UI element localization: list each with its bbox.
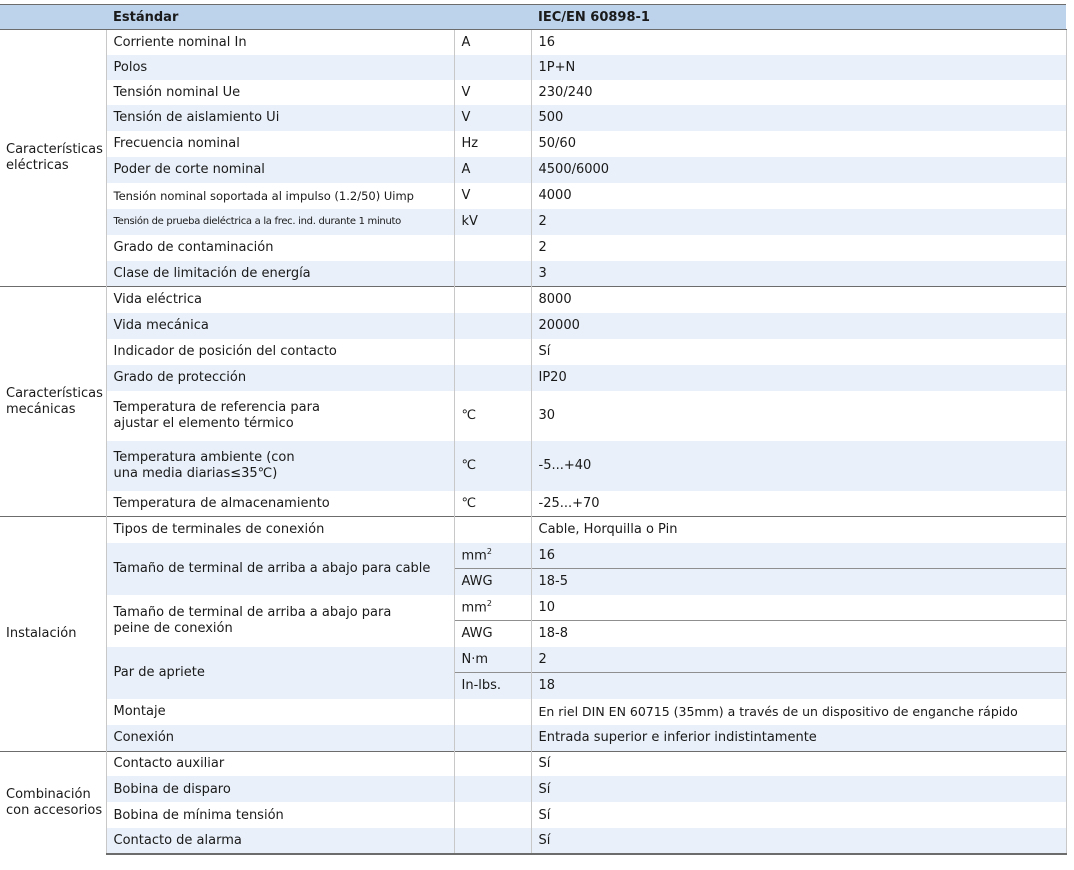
row-value: 4000 [531,183,1066,209]
row-value: 20000 [531,313,1066,339]
table-row [0,802,1066,828]
row-unit [454,55,531,80]
row-unit [454,313,531,339]
row-unit: $mm^2$ [454,543,531,569]
row-label: Tamaño de terminal de arriba a abajo para peine de conexión [106,595,454,647]
row-unit: Hz [454,131,531,157]
row-unit: AWG [454,621,531,647]
row-value: Sí [531,339,1066,365]
row-value: 2 [531,235,1066,261]
table-row [0,105,1066,131]
row-value: Sí [531,751,1066,776]
table-row [0,365,1066,391]
table-row [0,55,1066,80]
row-label: Tensión nominal soportada al impulso (1.2/50) Uimp [106,183,454,209]
row-unit: AWG [454,569,531,595]
row-unit [454,365,531,391]
row-value: 50/60 [531,131,1066,157]
row-value: 18-5 [531,569,1066,595]
row-label: Contacto de alarma [106,828,454,854]
row-label: Temperatura de almacenamiento [106,491,454,517]
row-label: Poder de corte nominal [106,157,454,183]
section-accessories: Combinación con accesorios [0,751,106,854]
row-value: 500 [531,105,1066,131]
row-label: Grado de contaminación [106,235,454,261]
row-unit [454,287,531,313]
row-value: 4500/6000 [531,157,1066,183]
row-value: 16 [531,30,1066,55]
table-row [0,441,1066,491]
row-label: Tensión de prueba dieléctrica a la frec. ind. durante 1 minuto [106,209,454,235]
row-label: Corriente nominal In [106,30,454,55]
row-label: Bobina de disparo [106,776,454,802]
row-value: 8000 [531,287,1066,313]
table-row [0,30,1066,55]
spec-table [0,4,1067,855]
row-value: -25...+70 [531,491,1066,517]
row-unit [454,235,531,261]
row-value: Entrada superior e inferior indistintamente [531,725,1066,751]
row-label: Tensión nominal Ue [106,80,454,105]
row-unit [454,699,531,725]
table-row [0,80,1066,105]
table-row [0,391,1066,441]
row-label: Bobina de mínima tensión [106,802,454,828]
row-unit: V [454,80,531,105]
table-row [0,235,1066,261]
row-value: Sí [531,828,1066,854]
row-label: Montaje [106,699,454,725]
row-value: 3 [531,261,1066,287]
row-label: Vida mecánica [106,313,454,339]
row-label: Vida eléctrica [106,287,454,313]
table-row [0,339,1066,365]
row-label: Clase de limitación de energía [106,261,454,287]
row-unit: ℃ [454,441,531,491]
table-row [0,543,1066,569]
row-value: -5...+40 [531,441,1066,491]
row-unit: $mm^2$ [454,595,531,621]
header-empty-cell [0,5,106,30]
table-row [0,595,1066,621]
row-unit [454,802,531,828]
table-row [0,776,1066,802]
row-value: 16 [531,543,1066,569]
row-unit: V [454,183,531,209]
row-unit: N·m [454,647,531,673]
row-unit: ℃ [454,491,531,517]
row-unit [454,828,531,854]
row-label: Indicador de posición del contacto [106,339,454,365]
row-value: IP20 [531,365,1066,391]
table-row [0,647,1066,673]
row-unit: V [454,105,531,131]
row-value: 2 [531,209,1066,235]
row-value: Sí [531,776,1066,802]
table-row [0,751,1066,776]
row-label: Tamaño de terminal de arriba a abajo para cable [106,543,454,595]
row-unit: ℃ [454,391,531,441]
row-label: Contacto auxiliar [106,751,454,776]
row-value: En riel DIN EN 60715 (35mm) a través de un dispositivo de enganche rápido [531,699,1066,725]
section-installation: Instalación [0,517,106,752]
table-row [0,491,1066,517]
table-row [0,287,1066,313]
row-value: 230/240 [531,80,1066,105]
row-label: Temperatura ambiente (con una media diarias≤35℃) [106,441,454,491]
row-label: Par de apriete [106,647,454,699]
row-label: Conexión [106,725,454,751]
table-row [0,313,1066,339]
header-standard-value: IEC/EN 60898-1 [531,5,1066,30]
section-mechanical: Características mecánicas [0,287,106,517]
row-label: Temperatura de referencia para ajustar el elemento térmico [106,391,454,441]
row-unit: A [454,157,531,183]
row-unit [454,751,531,776]
row-unit: A [454,30,531,55]
row-value: 1P+N [531,55,1066,80]
row-label: Grado de protección [106,365,454,391]
row-value: Sí [531,802,1066,828]
row-value: 18 [531,673,1066,699]
table-row [0,131,1066,157]
row-unit: In-lbs. [454,673,531,699]
row-value: 10 [531,595,1066,621]
row-value: Cable, Horquilla o Pin [531,517,1066,543]
table-row [0,183,1066,209]
row-label: Tipos de terminales de conexión [106,517,454,543]
row-label: Tensión de aislamiento Ui [106,105,454,131]
row-unit [454,339,531,365]
row-unit [454,776,531,802]
table-row [0,209,1066,235]
table-row [0,157,1066,183]
row-label: Frecuencia nominal [106,131,454,157]
row-value: 2 [531,647,1066,673]
table-row [0,699,1066,725]
row-unit [454,725,531,751]
row-value: 30 [531,391,1066,441]
row-value: 18-8 [531,621,1066,647]
row-unit: kV [454,209,531,235]
row-label: Polos [106,55,454,80]
row-unit [454,261,531,287]
section-electrical: Características eléctricas [0,30,106,287]
header-standard-label: Estándar [106,5,454,30]
table-row [0,725,1066,751]
header-unit-cell [454,5,531,30]
table-row [0,828,1066,854]
row-unit [454,517,531,543]
table-row [0,517,1066,543]
table-row [0,261,1066,287]
table-header-row [0,5,1066,30]
